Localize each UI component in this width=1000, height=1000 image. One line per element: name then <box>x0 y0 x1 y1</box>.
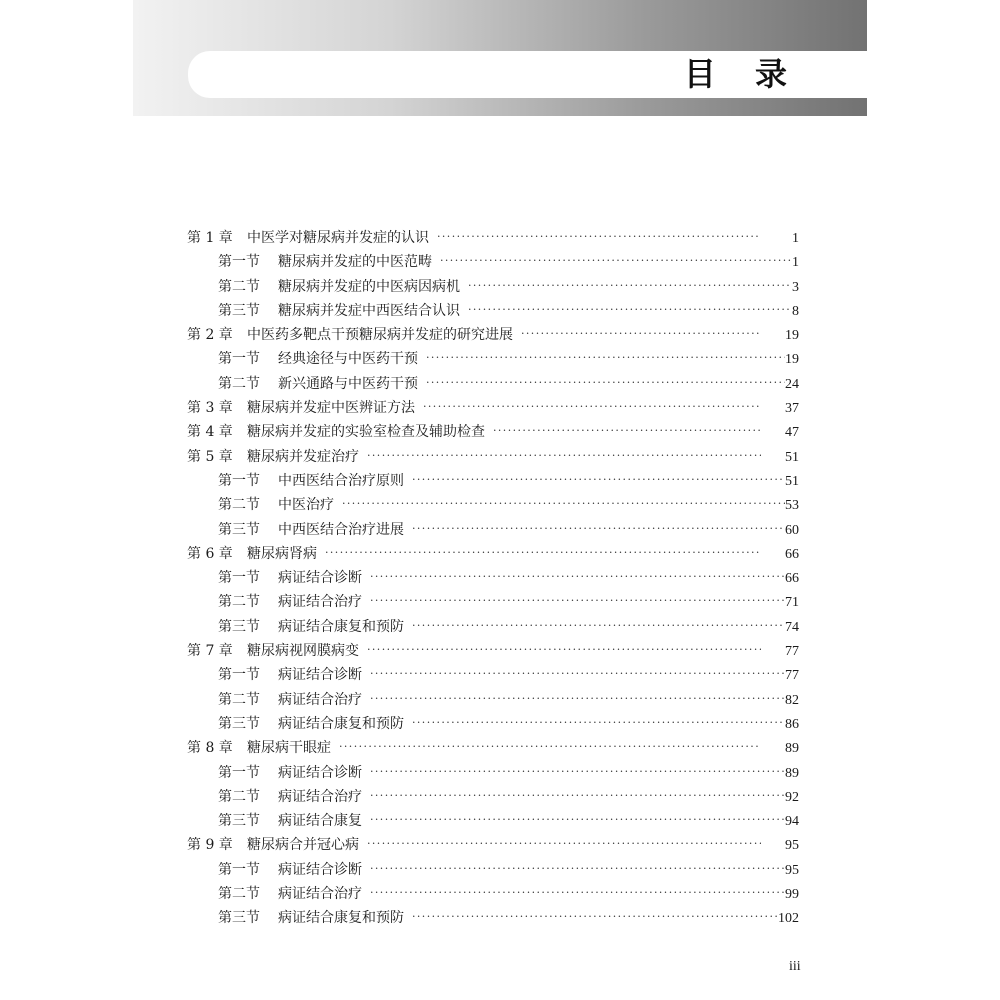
toc-entry-title: 病证结合治疗 <box>278 788 362 805</box>
toc-entry-number: 第 4 章 <box>187 424 233 441</box>
leader-dots <box>370 589 785 613</box>
leader-dots <box>426 371 785 395</box>
leader-dots <box>423 395 761 419</box>
toc-chapter-entry[interactable] <box>187 639 799 663</box>
leader-dots <box>342 492 785 516</box>
toc-entry-number: 第一节 <box>218 570 260 587</box>
toc-entry-number: 第一节 <box>218 254 260 271</box>
toc-section-entry[interactable] <box>187 299 799 323</box>
toc-entry-title: 病证结合康复 <box>278 813 362 830</box>
leader-dots <box>437 225 761 249</box>
leader-dots <box>370 760 785 784</box>
toc-chapter-entry[interactable] <box>187 323 799 347</box>
toc-section-entry[interactable] <box>187 906 799 930</box>
toc-entry-page: 1 <box>792 231 799 246</box>
toc-entry-page: 8 <box>792 303 799 319</box>
toc-section-entry[interactable] <box>187 858 799 882</box>
toc-entry-title: 糖尿病并发症的中医病因病机 <box>278 278 460 295</box>
toc-entry-page: 95 <box>785 838 799 854</box>
leader-dots <box>412 614 785 638</box>
toc-entry-number: 第 5 章 <box>187 448 233 465</box>
leader-dots <box>370 857 785 881</box>
leader-dots <box>440 249 792 273</box>
toc-entry-title: 病证结合诊断 <box>278 764 362 781</box>
toc-entry-number: 第 1 章 <box>187 230 233 246</box>
toc-section-entry[interactable] <box>187 250 799 274</box>
toc-entry-page: 66 <box>785 546 799 562</box>
toc-entry-page: 60 <box>785 522 799 538</box>
toc-entry-page: 53 <box>785 498 799 514</box>
leader-dots <box>412 711 785 735</box>
toc-entry-title: 糖尿病并发症的中医范畴 <box>278 254 432 271</box>
toc-chapter-entry[interactable] <box>187 420 799 444</box>
toc-entry-number: 第三节 <box>218 618 260 635</box>
toc-entry-page: 77 <box>785 644 799 660</box>
leader-dots <box>468 298 792 322</box>
toc-entry-page: 66 <box>785 571 799 587</box>
toc-section-entry[interactable] <box>187 712 799 736</box>
toc-entry-page: 74 <box>785 619 799 635</box>
toc-entry-number: 第三节 <box>218 910 260 927</box>
toc-entry-page: 89 <box>785 741 799 757</box>
page-number: iii <box>789 959 801 974</box>
toc-section-entry[interactable] <box>187 347 799 371</box>
leader-dots <box>412 468 785 492</box>
toc-entry-page: 24 <box>785 376 799 392</box>
toc-entry-title: 糖尿病视网膜病变 <box>247 643 359 660</box>
toc-entry-number: 第 6 章 <box>187 545 233 562</box>
table-of-contents <box>187 226 799 931</box>
toc-entry-title: 糖尿病并发症中西医结合认识 <box>278 302 460 319</box>
toc-entry-title: 经典途径与中医药干预 <box>278 351 418 368</box>
toc-entry-number: 第二节 <box>218 594 260 611</box>
toc-chapter-entry[interactable] <box>187 833 799 857</box>
toc-entry-title: 病证结合治疗 <box>278 691 362 708</box>
toc-entry-title: 糖尿病合并冠心病 <box>247 837 359 854</box>
leader-dots <box>339 735 761 759</box>
leader-dots <box>412 517 785 541</box>
toc-entry-title: 糖尿病干眼症 <box>247 740 331 757</box>
toc-entry-page: 99 <box>785 887 799 903</box>
toc-entry-page: 92 <box>785 789 799 805</box>
toc-entry-page: 47 <box>785 425 799 441</box>
toc-entry-number: 第二节 <box>218 375 260 392</box>
leader-dots <box>370 881 785 905</box>
toc-entry-title: 病证结合康复和预防 <box>278 715 404 732</box>
leader-dots <box>370 808 785 832</box>
toc-entry-title: 糖尿病并发症中医辨证方法 <box>247 400 415 417</box>
toc-entry-title: 中医药多靶点干预糖尿病并发症的研究进展 <box>247 327 513 344</box>
toc-entry-number: 第一节 <box>218 351 260 368</box>
toc-section-entry[interactable] <box>187 275 799 299</box>
toc-entry-title: 中西医结合治疗原则 <box>278 472 404 489</box>
toc-section-entry[interactable] <box>187 590 799 614</box>
toc-entry-title: 糖尿病肾病 <box>247 545 317 562</box>
toc-entry-title: 病证结合诊断 <box>278 570 362 587</box>
toc-entry-number: 第 9 章 <box>187 837 233 854</box>
toc-entry-page: 102 <box>778 911 799 927</box>
toc-entry-page: 89 <box>785 765 799 781</box>
toc-entry-number: 第 8 章 <box>187 740 233 757</box>
toc-chapter-entry[interactable] <box>187 226 799 250</box>
toc-section-entry[interactable] <box>187 615 799 639</box>
toc-entry-title: 糖尿病并发症治疗 <box>247 448 359 465</box>
toc-entry-page: 77 <box>785 668 799 684</box>
toc-entry-number: 第二节 <box>218 886 260 903</box>
leader-dots <box>367 444 761 468</box>
toc-entry-page: 86 <box>785 716 799 732</box>
toc-section-entry[interactable] <box>187 688 799 712</box>
toc-entry-page: 94 <box>785 814 799 830</box>
toc-entry-number: 第三节 <box>218 302 260 319</box>
toc-section-entry[interactable] <box>187 785 799 809</box>
toc-entry-number: 第 7 章 <box>187 643 233 660</box>
toc-entry-number: 第三节 <box>218 521 260 538</box>
toc-entry-number: 第 3 章 <box>187 400 233 417</box>
toc-entry-number: 第一节 <box>218 667 260 684</box>
toc-chapter-entry[interactable] <box>187 542 799 566</box>
toc-entry-number: 第二节 <box>218 788 260 805</box>
toc-entry-number: 第二节 <box>218 278 260 295</box>
toc-entry-title: 病证结合诊断 <box>278 667 362 684</box>
toc-entry-page: 3 <box>792 279 799 295</box>
title-banner <box>188 51 867 98</box>
toc-entry-title: 病证结合治疗 <box>278 594 362 611</box>
leader-dots <box>521 322 761 346</box>
toc-entry-page: 51 <box>785 449 799 465</box>
toc-entry-title: 中医学对糖尿病并发症的认识 <box>247 230 429 246</box>
page-title: 目 录 <box>683 55 801 93</box>
toc-entry-page: 19 <box>785 328 799 344</box>
toc-entry-title: 中医治疗 <box>278 497 334 514</box>
leader-dots <box>412 905 778 929</box>
toc-entry-page: 82 <box>785 692 799 708</box>
toc-entry-page: 37 <box>785 401 799 417</box>
toc-entry-page: 71 <box>785 595 799 611</box>
toc-section-entry[interactable] <box>187 469 799 493</box>
toc-entry-page: 19 <box>785 352 799 368</box>
toc-entry-page: 51 <box>785 473 799 489</box>
leader-dots <box>370 662 785 686</box>
leader-dots <box>468 274 792 298</box>
toc-entry-title: 新兴通路与中医药干预 <box>278 375 418 392</box>
toc-entry-number: 第二节 <box>218 691 260 708</box>
toc-section-entry[interactable] <box>187 882 799 906</box>
toc-entry-title: 病证结合康复和预防 <box>278 910 404 927</box>
leader-dots <box>367 832 761 856</box>
toc-section-entry[interactable] <box>187 493 799 517</box>
toc-entry-number: 第一节 <box>218 861 260 878</box>
toc-chapter-entry[interactable] <box>187 736 799 760</box>
toc-entry-title: 病证结合康复和预防 <box>278 618 404 635</box>
leader-dots <box>426 346 785 370</box>
leader-dots <box>325 541 761 565</box>
toc-entry-number: 第三节 <box>218 715 260 732</box>
toc-section-entry[interactable] <box>187 761 799 785</box>
toc-entry-title: 病证结合治疗 <box>278 886 362 903</box>
toc-entry-number: 第一节 <box>218 764 260 781</box>
leader-dots <box>367 638 761 662</box>
toc-section-entry[interactable] <box>187 663 799 687</box>
toc-section-entry[interactable] <box>187 372 799 396</box>
toc-entry-number: 第三节 <box>218 813 260 830</box>
toc-section-entry[interactable] <box>187 566 799 590</box>
leader-dots <box>370 565 785 589</box>
toc-section-entry[interactable] <box>187 809 799 833</box>
toc-chapter-entry[interactable] <box>187 445 799 469</box>
leader-dots <box>370 784 785 808</box>
toc-entry-number: 第二节 <box>218 497 260 514</box>
toc-entry-page: 95 <box>785 862 799 878</box>
toc-entry-number: 第 2 章 <box>187 327 233 344</box>
toc-entry-title: 病证结合诊断 <box>278 861 362 878</box>
toc-section-entry[interactable] <box>187 518 799 542</box>
leader-dots <box>493 419 761 443</box>
toc-entry-title: 中西医结合治疗进展 <box>278 521 404 538</box>
toc-entry-page: 1 <box>792 255 799 271</box>
toc-entry-title: 糖尿病并发症的实验室检查及辅助检查 <box>247 424 485 441</box>
toc-chapter-entry[interactable] <box>187 396 799 420</box>
toc-entry-number: 第一节 <box>218 472 260 489</box>
leader-dots <box>370 687 785 711</box>
